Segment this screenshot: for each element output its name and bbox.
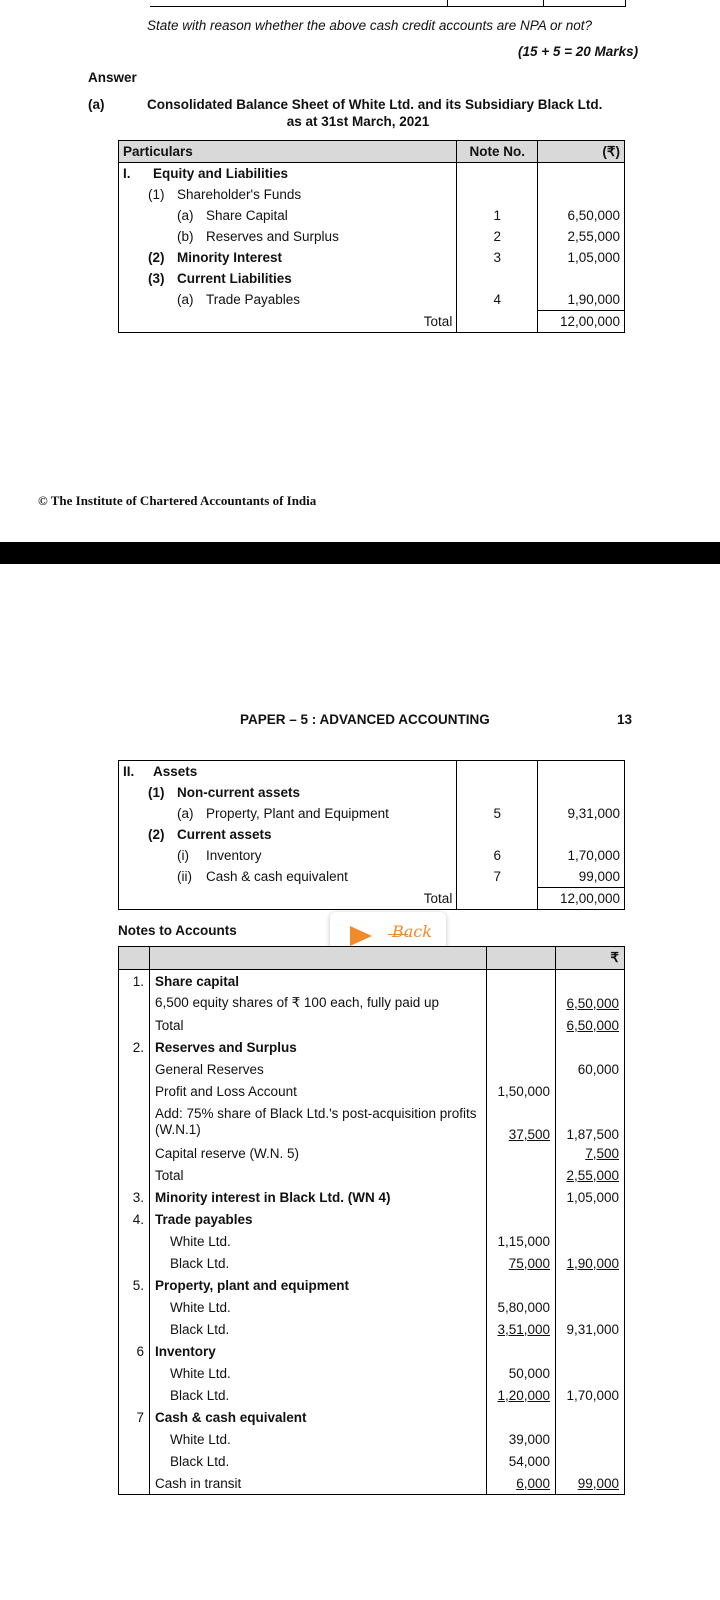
row-number: (1) (148, 785, 165, 800)
balance-sheet-row (119, 226, 625, 247)
table-header-row (119, 141, 625, 163)
note-description: Cash in transit (150, 1472, 487, 1495)
notes-title: Notes to Accounts (118, 923, 237, 938)
note-sub-amount: 75,000 (508, 1255, 550, 1271)
balance-sheet-row (119, 824, 625, 845)
row-amount: 1,05,000 (538, 247, 625, 268)
note-number: 6 (119, 1340, 150, 1362)
note-amount: 9,31,000 (566, 1321, 619, 1337)
row-amount (538, 824, 625, 845)
note-number (119, 1450, 150, 1472)
balance-sheet-row (119, 782, 625, 803)
note-description: Property, plant and equipment (150, 1274, 487, 1296)
note-number (119, 1142, 150, 1164)
row-note-no (457, 782, 538, 803)
note-description: General Reserves (150, 1058, 487, 1080)
note-number: 4. (119, 1208, 150, 1230)
play-arrow-icon (348, 925, 374, 947)
note-row (119, 1318, 625, 1340)
note-row (119, 1384, 625, 1406)
balance-sheet-row (119, 803, 625, 824)
note-number (119, 1252, 150, 1274)
note-description: 6,500 equity shares of ₹ 100 each, fully paid up (150, 992, 487, 1014)
note-row (119, 1406, 625, 1428)
row-amount: 9,31,000 (538, 803, 625, 824)
notes-table (118, 946, 625, 1495)
note-sub-amount: 39,000 (508, 1431, 550, 1447)
row-note-no (457, 761, 538, 783)
row-note-no: 2 (457, 226, 538, 247)
note-amount: 7,500 (585, 1145, 619, 1161)
row-label: Assets (153, 764, 198, 779)
liabilities-rows (119, 163, 625, 333)
row-amount: 1,70,000 (538, 845, 625, 866)
row-note-no: 1 (457, 205, 538, 226)
row-label: Non-current assets (177, 785, 301, 800)
note-description: Share capital (150, 970, 487, 993)
note-row (119, 1102, 625, 1142)
note-row (119, 1036, 625, 1058)
row-note-no: 5 (457, 803, 538, 824)
note-sub-amount: 37,500 (508, 1127, 550, 1142)
note-row (119, 1252, 625, 1274)
note-row (119, 1230, 625, 1252)
page-number: 13 (617, 712, 633, 727)
note-description: Reserves and Surplus (150, 1036, 487, 1058)
note-amount: 1,87,500 (566, 1127, 619, 1142)
row-label: Equity and Liabilities (153, 166, 289, 181)
notes-header-row (119, 947, 625, 970)
notes-currency: ₹ (556, 947, 625, 970)
note-row (119, 970, 625, 993)
row-note-no (457, 163, 538, 185)
row-number: (i) (177, 848, 189, 863)
row-note-no (457, 824, 538, 845)
row-note-no: 3 (457, 247, 538, 268)
note-sub-amount: 54,000 (508, 1453, 550, 1469)
note-description: Total (150, 1014, 487, 1036)
note-row (119, 1186, 625, 1208)
header-note-no: Note No. (457, 141, 538, 163)
answer-label: Answer (88, 70, 137, 85)
note-row (119, 1142, 625, 1164)
balance-sheet-row (119, 289, 625, 311)
balance-sheet-total-row (119, 888, 625, 910)
note-row (119, 1362, 625, 1384)
copyright-footer: © The Institute of Chartered Accountants of India (38, 493, 317, 508)
note-sub-amount: 50,000 (508, 1365, 550, 1381)
row-number: II. (123, 764, 135, 779)
row-number: (a) (177, 292, 194, 308)
row-number: (a) (177, 806, 194, 821)
note-number (119, 1362, 150, 1384)
note-sub-amount: 5,80,000 (497, 1299, 550, 1315)
balance-sheet-row (119, 761, 625, 783)
row-label: Shareholder's Funds (177, 187, 302, 202)
marks-label: (15 + 5 = 20 Marks) (518, 44, 639, 59)
row-note-no (457, 184, 538, 205)
notes-rows (119, 970, 625, 1495)
note-sub-amount: 1,20,000 (497, 1387, 550, 1403)
row-note-no: 4 (457, 289, 538, 311)
note-amount: 6,50,000 (566, 1017, 619, 1033)
note-number (119, 1080, 150, 1102)
note-sub-amount: 3,51,000 (497, 1321, 550, 1337)
row-note-no: 7 (457, 866, 538, 888)
note-description: Black Ltd. (150, 1450, 487, 1472)
note-description: White Ltd. (150, 1230, 487, 1252)
note-description: White Ltd. (150, 1362, 487, 1384)
note-description: Black Ltd. (150, 1252, 487, 1274)
note-number: 5. (119, 1274, 150, 1296)
note-number (119, 1164, 150, 1186)
row-amount (538, 782, 625, 803)
page-separator (0, 542, 720, 564)
row-number: (2) (148, 827, 165, 842)
row-number: (2) (148, 250, 165, 265)
total-amount: 12,00,000 (538, 311, 625, 333)
balance-sheet-assets-table (118, 760, 625, 910)
note-row (119, 1472, 625, 1495)
total-amount: 12,00,000 (538, 888, 625, 910)
row-number: (1) (148, 187, 165, 202)
note-description: White Ltd. (150, 1296, 487, 1318)
row-amount (538, 184, 625, 205)
row-number: (3) (148, 271, 165, 286)
row-amount: 2,55,000 (538, 226, 625, 247)
note-description: Add: 75% share of Black Ltd.'s post-acquisition profits (W.N.1) (150, 1102, 487, 1142)
balance-sheet-row (119, 866, 625, 888)
note-description: Cash & cash equivalent (150, 1406, 487, 1428)
note-description: Black Ltd. (150, 1318, 487, 1340)
note-row (119, 1450, 625, 1472)
note-row (119, 992, 625, 1014)
note-number (119, 1014, 150, 1036)
row-label: Cash & cash equivalent (206, 869, 348, 885)
note-number: 7 (119, 1406, 150, 1428)
total-label: Total (423, 313, 453, 329)
balance-sheet-row (119, 163, 625, 185)
row-amount: 1,90,000 (538, 289, 625, 311)
note-sub-amount: 1,50,000 (497, 1083, 550, 1099)
note-row (119, 1164, 625, 1186)
row-note-no (457, 268, 538, 289)
note-amount: 99,000 (577, 1475, 619, 1491)
note-amount: 60,000 (577, 1061, 619, 1077)
row-label: Reserves and Surplus (206, 229, 339, 244)
note-row (119, 1296, 625, 1318)
row-label: Current assets (177, 827, 272, 842)
note-number: 3. (119, 1186, 150, 1208)
balance-sheet-row (119, 845, 625, 866)
total-label: Total (423, 890, 453, 906)
row-amount (538, 268, 625, 289)
note-number (119, 1296, 150, 1318)
balance-sheet-row (119, 247, 625, 268)
row-amount (538, 761, 625, 783)
row-label: Current Liabilities (177, 271, 292, 286)
note-number (119, 1384, 150, 1406)
balance-sheet-row (119, 268, 625, 289)
note-description: White Ltd. (150, 1428, 487, 1450)
note-description: Inventory (150, 1340, 487, 1362)
note-row (119, 1428, 625, 1450)
previous-table-fragment (150, 0, 626, 7)
note-row (119, 1058, 625, 1080)
note-amount: 1,90,000 (566, 1255, 619, 1271)
question-text: State with reason whether the above cash credit accounts are NPA or not? (147, 18, 592, 33)
note-amount: 1,05,000 (566, 1189, 619, 1205)
note-number (119, 1058, 150, 1080)
note-number: 2. (119, 1036, 150, 1058)
note-description: Capital reserve (W.N. 5) (150, 1142, 487, 1164)
note-number (119, 1472, 150, 1495)
note-sub-amount: 1,15,000 (497, 1233, 550, 1249)
note-amount: 1,70,000 (566, 1387, 619, 1403)
assets-rows (119, 761, 625, 910)
row-number: (ii) (177, 869, 192, 885)
note-description: Minority interest in Black Ltd. (WN 4) (150, 1186, 487, 1208)
balance-sheet-title: Consolidated Balance Sheet of White Ltd. and its Subsidiary Black Ltd. (147, 97, 603, 112)
note-number (119, 1230, 150, 1252)
row-number: I. (123, 166, 131, 181)
note-description: Black Ltd. (150, 1384, 487, 1406)
note-amount: 2,55,000 (566, 1167, 619, 1183)
row-label: Inventory (206, 848, 262, 863)
balance-sheet-row (119, 205, 625, 226)
row-label: Share Capital (206, 208, 288, 223)
note-number (119, 1318, 150, 1340)
balance-sheet-liabilities-table (118, 140, 625, 333)
note-row (119, 1340, 625, 1362)
note-description: Trade payables (150, 1208, 487, 1230)
balance-sheet-row (119, 184, 625, 205)
row-amount: 99,000 (538, 866, 625, 888)
row-amount: 6,50,000 (538, 205, 625, 226)
part-label: (a) (88, 97, 105, 112)
row-amount (538, 163, 625, 185)
note-amount: 6,50,000 (566, 995, 619, 1011)
note-number (119, 1428, 150, 1450)
balance-sheet-date: as at 31st March, 2021 (286, 114, 430, 129)
note-row (119, 1274, 625, 1296)
note-description: Profit and Loss Account (150, 1080, 487, 1102)
note-number: 1. (119, 970, 150, 993)
row-label: Trade Payables (206, 292, 301, 308)
balance-sheet-total-row (119, 311, 625, 333)
note-row (119, 1080, 625, 1102)
note-sub-amount: 6,000 (516, 1475, 550, 1491)
row-number: (b) (177, 229, 194, 244)
note-row (119, 1014, 625, 1036)
row-label: Property, Plant and Equipment (206, 806, 389, 821)
row-label: Minority Interest (177, 250, 283, 265)
note-row (119, 1208, 625, 1230)
row-note-no: 6 (457, 845, 538, 866)
note-description: Total (150, 1164, 487, 1186)
header-particulars: Particulars (119, 141, 457, 163)
page-header: PAPER – 5 : ADVANCED ACCOUNTING (240, 712, 490, 727)
note-number (119, 1102, 150, 1142)
header-amount: (₹) (538, 141, 625, 163)
note-number (119, 992, 150, 1014)
row-number: (a) (177, 208, 194, 223)
back-label: Back (392, 922, 432, 941)
